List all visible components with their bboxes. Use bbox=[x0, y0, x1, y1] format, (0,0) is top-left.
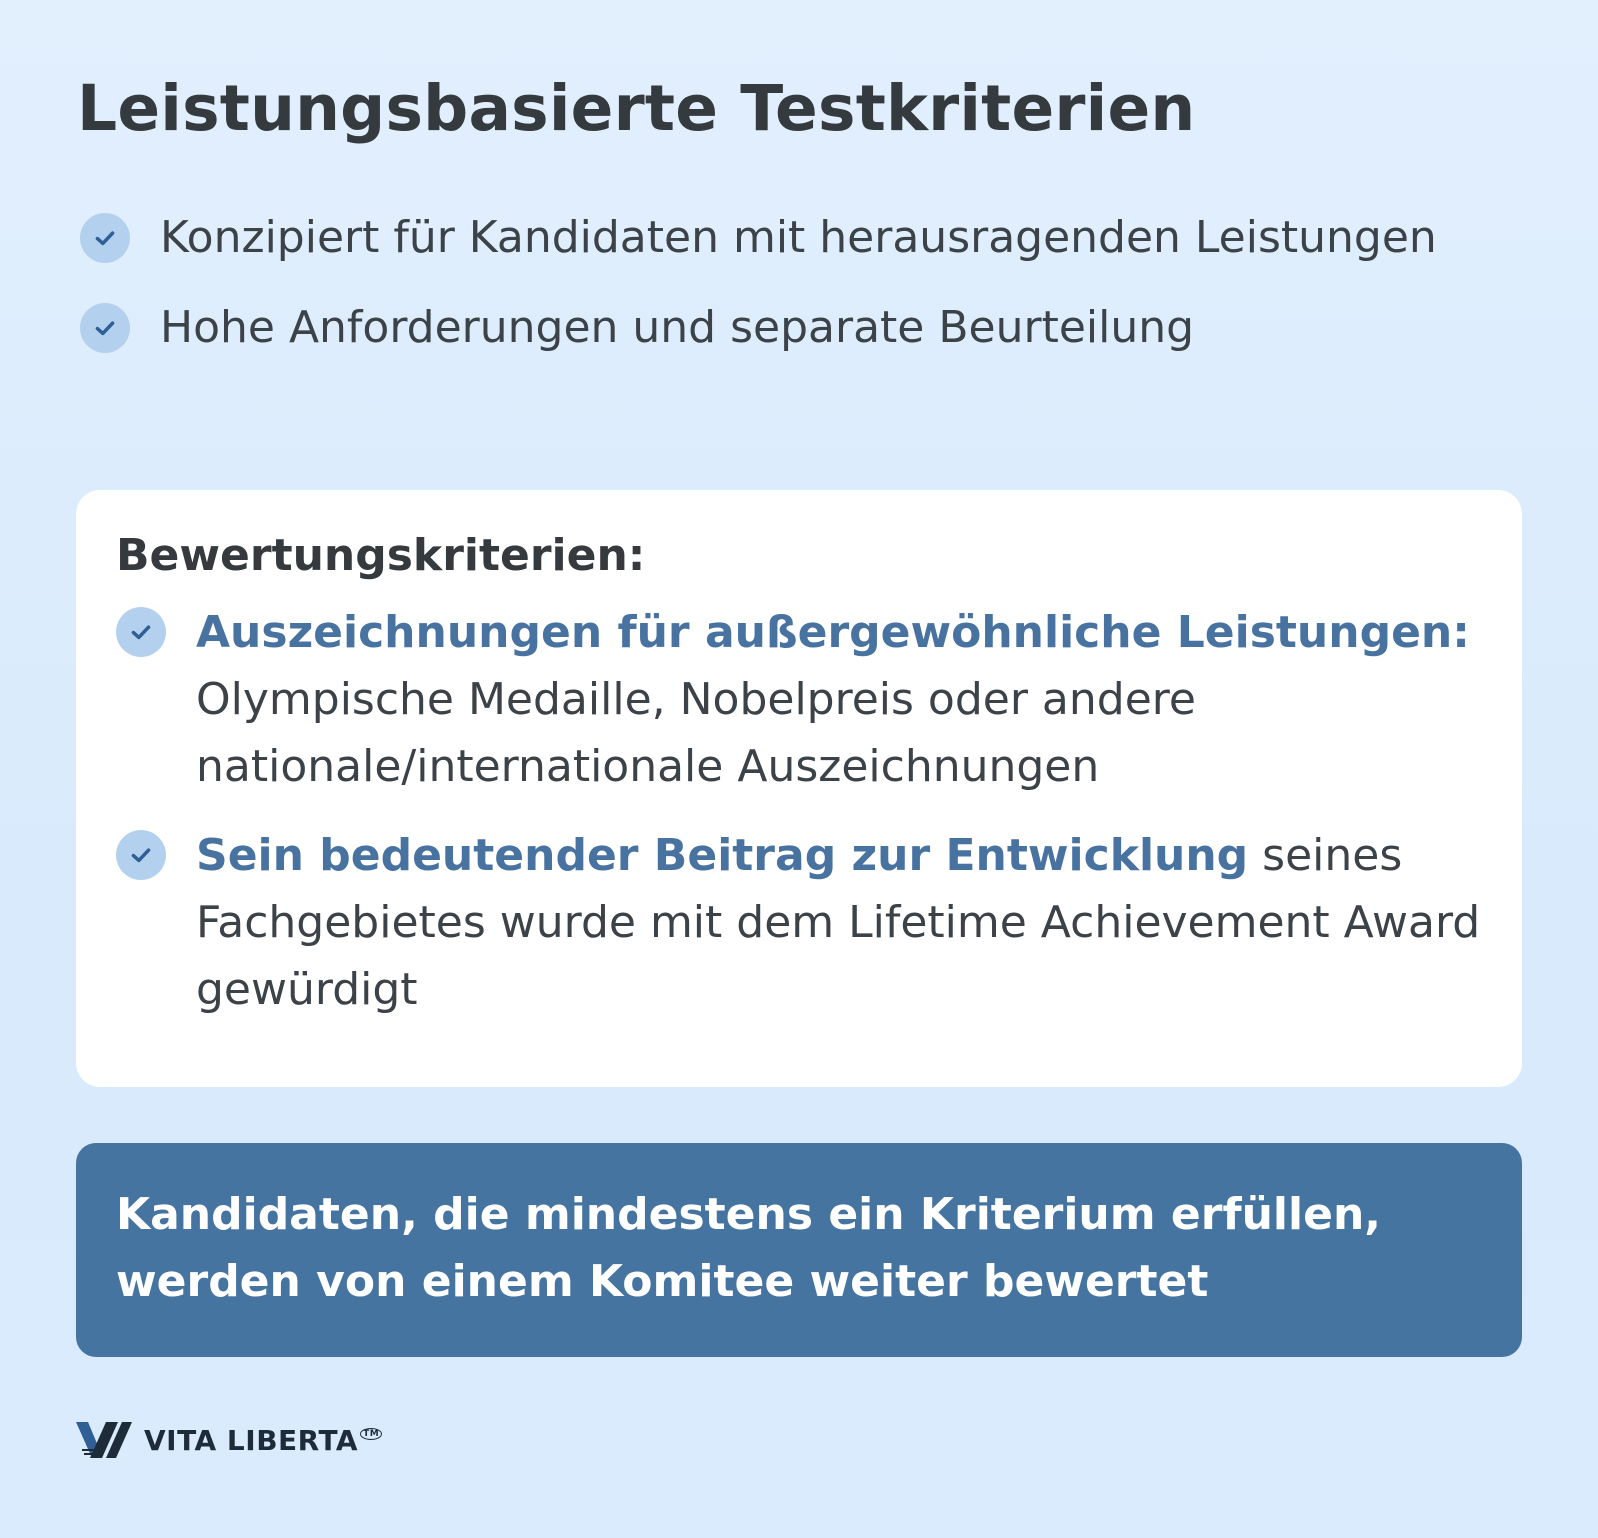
criterion-highlight: Auszeichnungen für außergewöhnliche Leistungen: bbox=[196, 607, 1470, 658]
banner-text: Kandidaten, die mindestens ein Kriterium erfüllen, werden von einem Komitee weiter bewertet bbox=[116, 1189, 1381, 1307]
criterion-item bbox=[116, 599, 1482, 800]
list-item-text: Hohe Anforderungen und separate Beurteilung bbox=[160, 302, 1195, 353]
check-circle-icon bbox=[116, 607, 166, 657]
summary-banner bbox=[76, 1143, 1522, 1357]
criterion-text bbox=[196, 599, 1482, 800]
criterion-item bbox=[116, 822, 1482, 1023]
card-title: Bewertungskriterien: bbox=[116, 530, 646, 581]
check-circle-icon bbox=[80, 213, 130, 263]
intro-list bbox=[80, 205, 1500, 385]
criteria-card bbox=[76, 490, 1522, 1087]
logo-wordmark: VITA LIBERTA bbox=[144, 1423, 359, 1457]
list-item bbox=[80, 205, 1500, 271]
logo-mark-icon bbox=[76, 1420, 132, 1460]
logo-text bbox=[144, 1424, 382, 1457]
trademark-mark: TM bbox=[360, 1428, 382, 1440]
check-circle-icon bbox=[80, 303, 130, 353]
list-item bbox=[80, 295, 1500, 361]
list-item-text: Konzipiert für Kandidaten mit herausragenden Leistungen bbox=[160, 212, 1437, 263]
check-circle-icon bbox=[116, 830, 166, 880]
criterion-text bbox=[196, 822, 1482, 1023]
criterion-body: seines Fachgebietes wurde mit dem Lifetime Achievement Award gewürdigt bbox=[196, 830, 1481, 1015]
brand-logo bbox=[76, 1420, 382, 1460]
criterion-highlight: Sein bedeutender Beitrag zur Entwicklung bbox=[196, 830, 1249, 881]
page-title: Leistungsbasierte Testkriterien bbox=[77, 72, 1196, 145]
criterion-body: Olympische Medaille, Nobelpreis oder andere nationale/internationale Auszeichnungen bbox=[196, 674, 1196, 792]
